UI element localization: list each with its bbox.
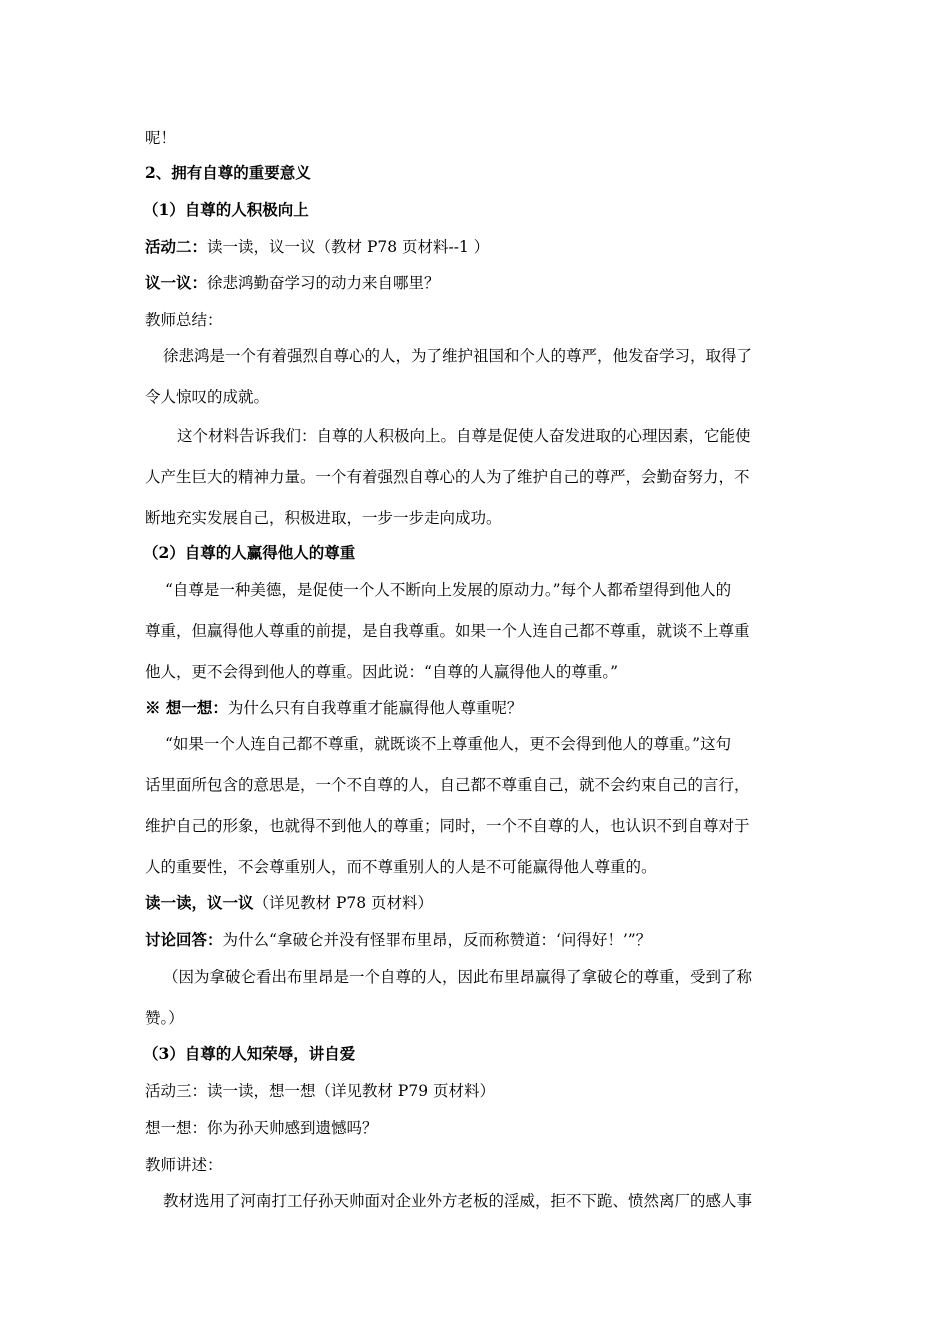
activity-line: 活动三：读一读，想一想（详见教材 P79 页材料） — [145, 1082, 496, 1100]
question-line: 讨论回答：为什么“拿破仑并没有怪罪布里昂，反而称赞道：‘问得好！’”？ — [145, 930, 652, 949]
paragraph-line: 人的重要性，不会尊重别人，而不尊重别人的人是不可能赢得他人尊重的。 — [145, 858, 657, 876]
paragraph-line: 断地充实发展自己，积极进取，一步一步走向成功。 — [145, 509, 502, 527]
paragraph-line: 尊重，但赢得他人尊重的前提，是自我尊重。如果一个人连自己都不尊重，就谈不上尊重 — [145, 622, 750, 640]
text-line: 教师讲述： — [145, 1156, 223, 1174]
document-page — [145, 0, 805, 1344]
question-line: 议一议：徐悲鸿勤奋学习的动力来自哪里？ — [145, 273, 440, 292]
section-heading: 2、拥有自尊的重要意义 — [145, 163, 311, 182]
text-line: 呢！ — [145, 129, 177, 147]
subsection-heading: （1）自尊的人积极向上 — [143, 200, 309, 219]
paragraph-line: 教材选用了河南打工仔孙天帅面对企业外方老板的淫威，拒不下跪、愤然离厂的感人事 — [163, 1192, 753, 1210]
activity-line: 活动二：读一读，议一议（教材 P78 页材料--1 ） — [145, 237, 490, 256]
subsection-heading: （2）自尊的人赢得他人的尊重 — [143, 543, 356, 562]
question-line: ※ 想一想：为什么只有自我尊重才能赢得他人尊重呢？ — [145, 698, 523, 717]
activity-line: 读一读，议一议（详见教材 P78 页材料） — [145, 893, 434, 912]
paragraph-line: 徐悲鸿是一个有着强烈自尊心的人，为了维护祖国和个人的尊严，他发奋学习，取得了 — [163, 347, 753, 365]
paragraph-line: 这个材料告诉我们：自尊的人积极向上。自尊是促使人奋发进取的心理因素，它能使 — [177, 427, 751, 445]
text-line: 教师总结： — [145, 311, 223, 329]
paragraph-line: （因为拿破仑看出布里昂是一个自尊的人，因此布里昂赢得了拿破仑的尊重，受到了称 — [163, 968, 753, 986]
paragraph-line: 令人惊叹的成就。 — [145, 388, 270, 406]
question-line: 想一想：你为孙天帅感到遗憾吗？ — [145, 1119, 378, 1137]
paragraph-line: “自尊是一种美德，是促使一个人不断向上发展的原动力。”每个人都希望得到他人的 — [165, 581, 732, 599]
paragraph-line: “如果一个人连自己都不尊重，就既谈不上尊重他人，更不会得到他人的尊重。”这句 — [165, 735, 732, 753]
paragraph-line: 维护自己的形象，也就得不到他人的尊重；同时，一个不自尊的人，也认识不到自尊对于 — [145, 817, 750, 835]
paragraph-line: 话里面所包含的意思是，一个不自尊的人，自己都不尊重自己，就不会约束自己的言行， — [145, 776, 750, 794]
paragraph-line: 赞。） — [145, 1009, 184, 1027]
paragraph-line: 人产生巨大的精神力量。一个有着强烈自尊心的人为了维护自己的尊严，会勤奋努力，不 — [145, 468, 750, 486]
paragraph-line: 他人，更不会得到他人的尊重。因此说：“自尊的人赢得他人的尊重。” — [145, 663, 619, 681]
subsection-heading: （3）自尊的人知荣辱，讲自爱 — [143, 1044, 356, 1063]
